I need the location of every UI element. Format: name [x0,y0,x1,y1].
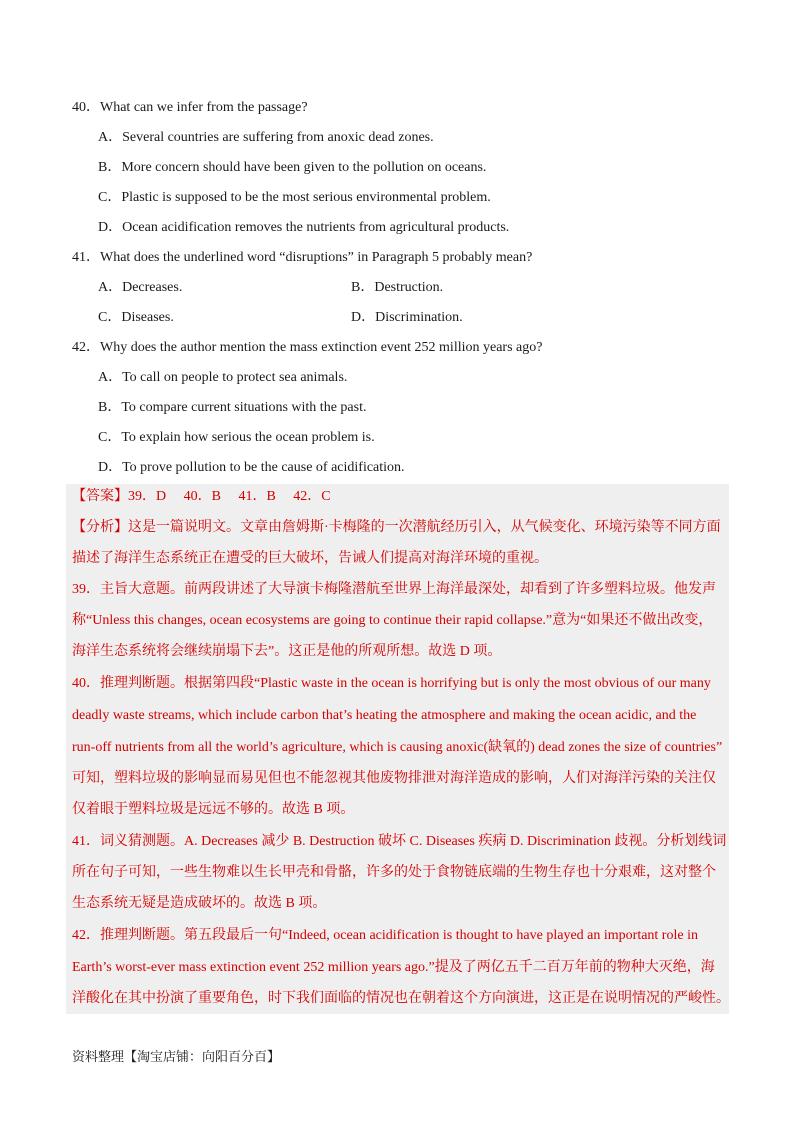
question-41-option-a: A．Decreases. [98,280,183,295]
question-41-option-d: D．Discrimination. [351,310,463,325]
explanation-40-line: run-off nutrients from all the world’s agriculture, which is causing anoxic(缺氧的) dead zones the size of countries” [72,740,723,755]
question-40-stem: 40．What can we infer from the passage? [72,100,308,115]
analysis-line: 【分析】这是一篇说明文。文章由詹姆斯·卡梅隆的一次潜航经历引入，从气候变化、环境污染等不同方面 [72,520,721,535]
answer-key-line: 【答案】39．D 40．B 41．B 42．C [72,489,331,504]
question-40-option-b: B．More concern should have been given to the pollution on oceans. [98,160,487,175]
explanation-41-line: 生态系统无疑是造成破坏的。故选 B 项。 [72,896,327,911]
explanation-40-line: 可知，塑料垃圾的影响显而易见但也不能忽视其他废物排泄对海洋造成的影响，人们对海洋污染的关注仅 [72,771,716,786]
question-41-stem: 41．What does the underlined word “disruptions” in Paragraph 5 probably mean? [72,250,533,265]
question-40-option-d: D．Ocean acidification removes the nutrients from agricultural products. [98,220,510,235]
question-41-option-c: C．Diseases. [98,310,174,325]
explanation-40-line: 40．推理判断题。根据第四段“Plastic waste in the ocean is horrifying but is only the most obvious of our many [72,676,711,691]
explanation-42-line: Earth’s worst-ever mass extinction event 252 million years ago.”提及了两亿五千二百万年前的物种大灭绝，海 [72,960,715,975]
explanation-40-line: 仅着眼于塑料垃圾是远远不够的。故选 B 项。 [72,802,355,817]
explanation-41-line: 所在句子可知，一些生物难以生长甲壳和骨骼，许多的处于食物链底端的生物生存也十分艰难，这对整个 [72,865,716,880]
question-42-option-b: B．To compare current situations with the past. [98,400,367,415]
page-footer: 资料整理【淘宝店铺：向阳百分百】 [72,1050,281,1065]
explanation-39-line: 称“Unless this changes, ocean ecosystems are going to continue their rapid collapse.”意为“如果还不做出改变， [72,613,713,628]
explanation-42-line: 42．推理判断题。第五段最后一句“Indeed, ocean acidification is thought to have played an important role in [72,928,698,943]
explanation-39-line: 海洋生态系统将会继续崩塌下去”。这正是他的所观所想。故选 D 项。 [72,644,502,659]
question-42-stem: 42．Why does the author mention the mass extinction event 252 million years ago? [72,340,543,355]
question-40-option-a: A．Several countries are suffering from anoxic dead zones. [98,130,434,145]
explanation-42-line: 洋酸化在其中扮演了重要角色，时下我们面临的情况也在朝着这个方向演进，这正是在说明情况的严峻性。 [72,991,730,1006]
analysis-line: 描述了海洋生态系统正在遭受的巨大破坏，告诫人们提高对海洋环境的重视。 [72,551,548,566]
question-42-option-c: C．To explain how serious the ocean problem is. [98,430,375,445]
explanation-39-line: 39．主旨大意题。前两段讲述了大导演卡梅隆潜航至世界上海洋最深处，却看到了许多塑料垃圾。他发声 [72,582,716,597]
question-41-option-b: B．Destruction. [351,280,444,295]
question-42-option-d: D．To prove pollution to be the cause of acidification. [98,460,405,475]
question-42-option-a: A．To call on people to protect sea animals. [98,370,348,385]
question-40-option-c: C．Plastic is supposed to be the most serious environmental problem. [98,190,491,205]
explanation-41-line: 41．词义猜测题。A. Decreases 减少 B. Destruction 破坏 C. Diseases 疾病 D. Discrimination 歧视。分析划线词 [72,834,727,849]
explanation-40-line: deadly waste streams, which include carbon that’s heating the atmosphere and making the ocean acidic, and the [72,708,697,723]
